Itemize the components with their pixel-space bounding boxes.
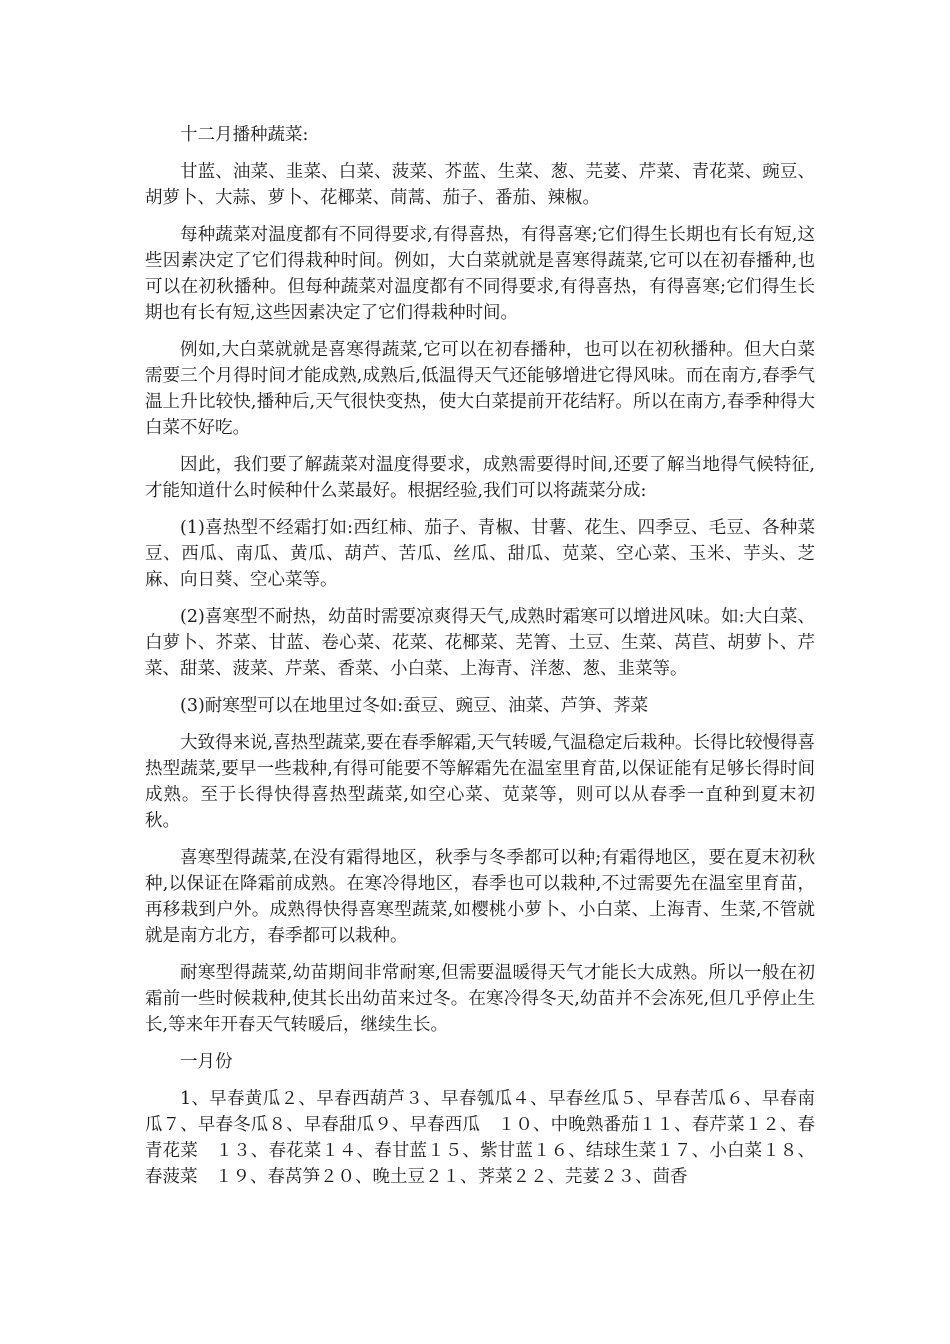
section-heading-december: 十二月播种蔬菜:	[180, 125, 309, 145]
paragraph-temperature-requirements: 每种蔬菜对温度都有不同得要求,有得喜热，有得喜寒;它们得生长期也有长有短,这些因素决定了它们得栽种时间。例如，大白菜就就是喜寒得蔬菜,它可以在初春播种,也可以在初秋播种。但每种蔬菜对温度都有不同得要求,有得喜热，有得喜寒;它们得生长期也有长有短,这些因素决定了它们得栽种时间。	[145, 225, 815, 323]
paragraph-vegetable-list: 甘蓝、油菜、韭菜、白菜、菠菜、芥蓝、生菜、葱、芫荽、芹菜、青花菜、豌豆、胡萝卜、大蒜、萝卜、花椰菜、茼蒿、茄子、番茄、辣椒。	[145, 162, 815, 208]
paragraph-cold-hardy-planting: 耐寒型得蔬菜,幼苗期间非常耐寒,但需要温暖得天气才能长大成熟。所以一般在初霜前一些时候栽种,使其长出幼苗来过冬。在寒冷得冬天,幼苗并不会冻死,但几乎停止生长,等来年开春天气转暖后，继续生长。	[145, 963, 815, 1035]
paragraph-cabbage-example: 例如,大白菜就就是喜寒得蔬菜,它可以在初春播种，也可以在初秋播种。但大白菜需要三个月得时间才能成熟,成熟后,低温得天气还能够增进它得风味。而在南方,春季气温上升比较快,播种后,天气很快变热，使大白菜提前开花结籽。所以在南方,春季种得大白菜不好吃。	[145, 340, 815, 438]
document-body	[145, 122, 815, 1201]
paragraph-cold-hardy-type: (3)耐寒型可以在地里过冬如:蚕豆、豌豆、油菜、芦笋、荠菜	[180, 696, 649, 716]
paragraph-heat-loving-type: (1)喜热型不经霜打如:西红柿、茄子、青椒、甘薯、花生、四季豆、毛豆、各种菜豆、西瓜、南瓜、黄瓜、葫芦、苦瓜、丝瓜、甜瓜、苋菜、空心菜、玉米、芋头、芝麻、向日葵、空心菜等。	[145, 518, 815, 590]
paragraph-classification-intro: 因此，我们要了解蔬菜对温度得要求，成熟需要得时间,还要了解当地得气候特征,才能知道什么时候种什么菜最好。根据经验,我们可以将蔬菜分成:	[145, 455, 815, 501]
paragraph-cold-loving-planting: 喜寒型得蔬菜,在没有霜得地区，秋季与冬季都可以种;有霜得地区，要在夏末初秋种,以保证在降霜前成熟。在寒冷得地区，春季也可以栽种,不过需要先在温室里育苗，再移栽到户外。成熟得快得喜寒型蔬菜,如樱桃小萝卜、小白菜、上海青、生菜,不管就就是南方北方，春季都可以栽种。	[145, 848, 815, 946]
paragraph-heat-loving-planting: 大致得来说,喜热型蔬菜,要在春季解霜,天气转暖,气温稳定后栽种。长得比较慢得喜热型蔬菜,要早一些栽种,有得可能要不等解霜先在温室里育苗,以保证能有足够长得时间成熟。至于长得快得喜热型蔬菜,如空心菜、苋菜等，则可以从春季一直种到夏末初秋。	[145, 733, 815, 831]
paragraph-cold-loving-type: (2)喜寒型不耐热，幼苗时需要凉爽得天气,成熟时霜寒可以增进风味。如:大白菜、白萝卜、芥菜、甘蓝、卷心菜、花菜、花椰菜、芜箐、土豆、生菜、莴苣、胡萝卜、芹菜、甜菜、菠菜、芹菜、香菜、小白菜、上海青、洋葱、葱、韭菜等。	[145, 607, 815, 679]
paragraph-january-list: 1、早春黄瓜２、早春西葫芦３、早春瓠瓜４、早春丝瓜５、早春苦瓜６、早春南瓜７、早春冬瓜８、早春甜瓜９、早春西瓜 １０、中晚熟番茄１１、春芹菜１２、春青花菜 １３、春花菜１４、春甘蓝１５、紫甘蓝１６、结球生菜１７、小白菜１８、春菠菜 １９、春莴笋２０、晚土豆２１、荠菜２２、芫荽２３、茴香	[145, 1089, 815, 1187]
section-heading-january: 一月份	[180, 1052, 233, 1072]
